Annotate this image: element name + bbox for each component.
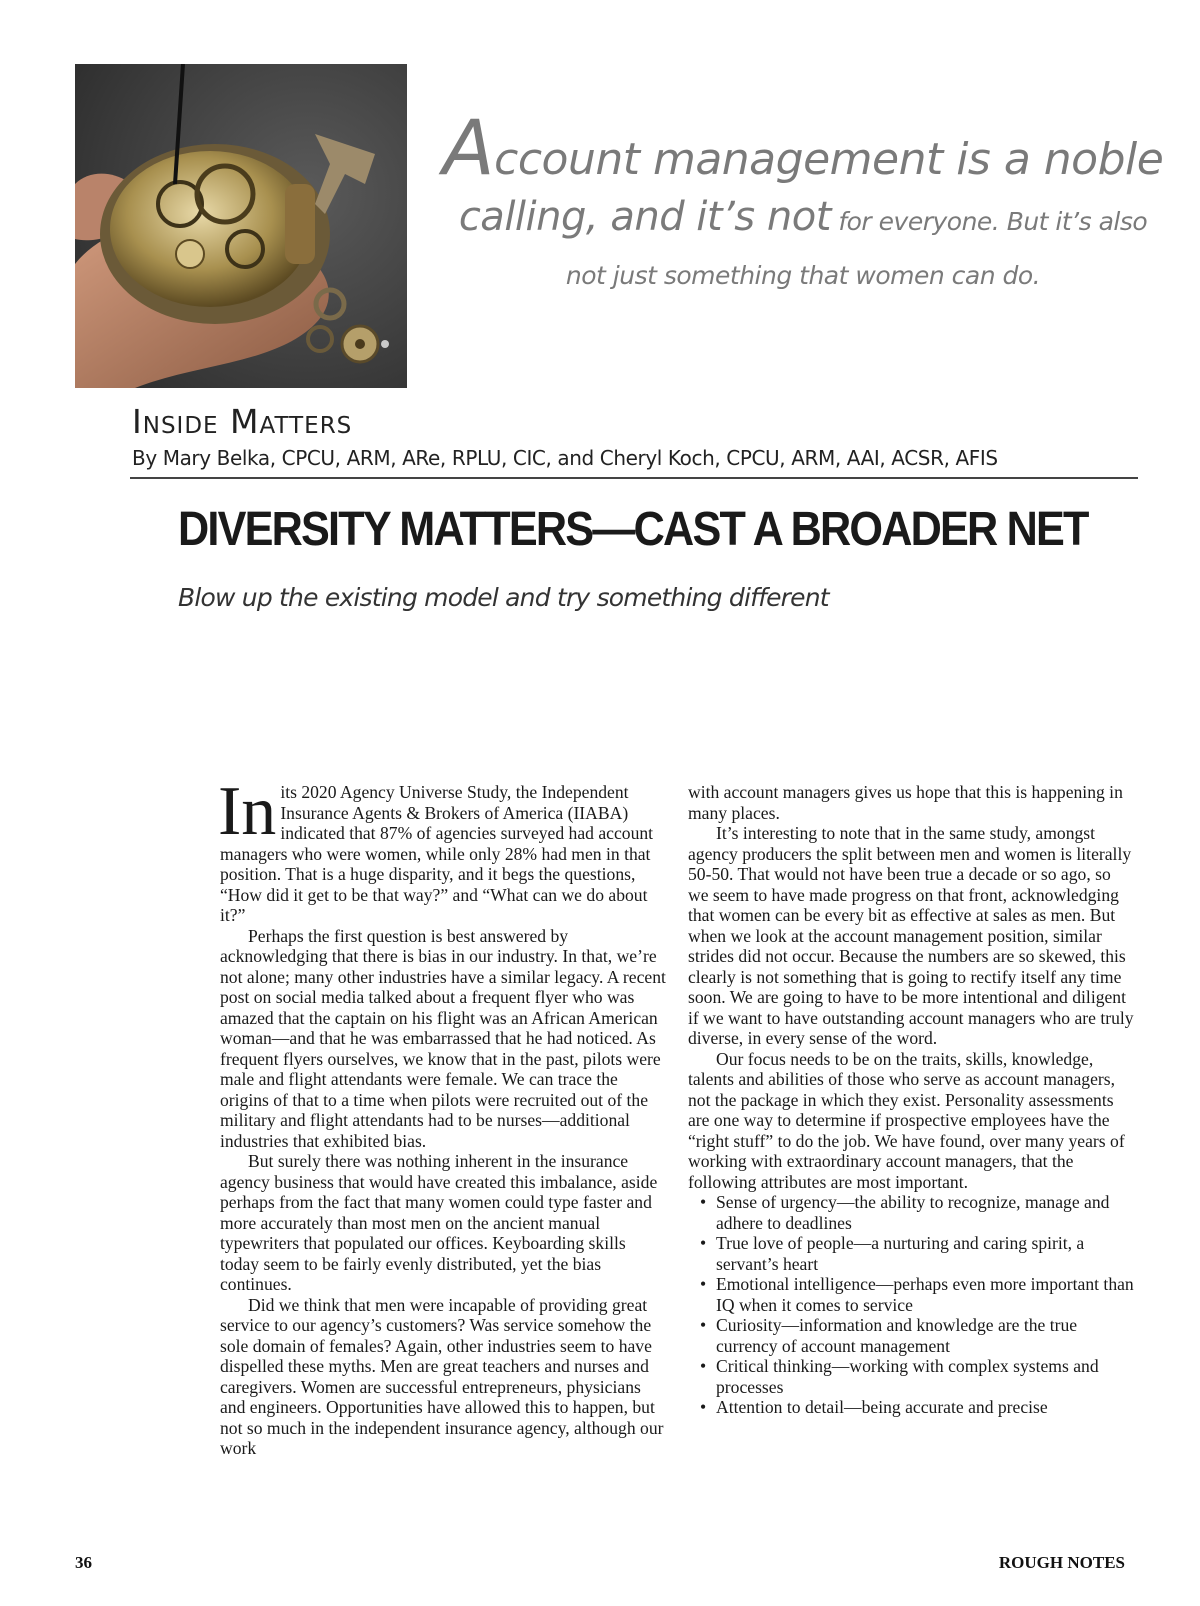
publication-name: ROUGH NOTES [998, 1553, 1125, 1572]
pull-quote-line3: not just something that women can do. [565, 261, 1041, 290]
paragraph: But surely there was nothing inherent in the insurance agency business that would have created this imbalance, aside perhaps from the fact that many women could type faster and more accurately than most men on the ancient manual typewriters that populated our offices. Keyboarding skills today seem to be fairly evenly distributed, yet the bias continues. [220, 1151, 658, 1294]
pull-quote-dropcap: A [442, 103, 495, 192]
body-column-2 [688, 782, 1134, 1418]
pull-quote-line2-small: for everyone. But it’s also [830, 207, 1148, 236]
body-dropcap: In [218, 773, 277, 850]
paragraph: It’s interesting to note that in the same study, amongst agency producers the split between men and women is literally 50-50. That would not have been true a decade or so ago, so we seem to have made progress on that front, acknowledging that women can be every bit as effective at sales as men. But when we look at the account management position, similar strides did not occur. Because the numbers are so skewed, this clearly is not something that is going to rectify itself any time soon. We are going to have to be more intentional and diligent if we want to have outstanding account managers who are truly diverse, in every sense of the word. [688, 823, 1134, 1048]
header-rule [130, 477, 1138, 479]
page-number: 36 [75, 1553, 92, 1572]
list-item: • Sense of urgency—the ability to recognize, manage and adhere to deadlines [700, 1192, 1110, 1233]
list-item: • Curiosity—information and knowledge are the true currency of account management [700, 1315, 1078, 1356]
paragraph: In its 2020 Agency Universe Study, the Independent Insurance Agents & Brokers of America (IIABA) indicated that 87% of agencies surveyed had account managers who were women, while only 28% had men in that position. That is a huge disparity, and it begs the questions, “How did it get to be that way?” and “What can we do about it?” [218, 773, 654, 925]
list-item: • Emotional intelligence—perhaps even more important than IQ when it comes to service [700, 1274, 1134, 1315]
byline: By Mary Belka, CPCU, ARM, ARe, RPLU, CIC, and Cheryl Koch, CPCU, ARM, AAI, ACSR, AFIS [132, 446, 998, 470]
attribute-list [688, 1192, 1134, 1418]
column-name: Inside Matters [132, 402, 353, 441]
paragraph: Perhaps the first question is best answered by acknowledging that there is bias in our industry. In that, we’re not alone; many other industries have a similar legacy. A recent post on social media talked about a frequent flyer who was amazed that the captain on his flight was an African American woman—and that he was embarrassed that he had noticed. As frequent flyers ourselves, we know that in the past, pilots were male and flight attendants were female. We can trace the origins of that to a time when pilots were recruited out of the military and flight attendants had to be nurses—additional industries that exhibited bias. [220, 925, 666, 1151]
list-item: • Critical thinking—working with complex systems and processes [700, 1356, 1099, 1397]
pull-quote-line2-big: calling, and it’s not [458, 194, 831, 240]
body-column-1 [218, 773, 666, 1459]
paragraph: Our focus needs to be on the traits, skills, knowledge, talents and abilities of those who serve as account managers, not the package in which they exist. Personality assessments are one way to determine if prospective employees have the “right stuff” to do the job. We have found, over many years of working with extraordinary account managers, that the following attributes are most important. [688, 1048, 1125, 1192]
watch-repair-photo [75, 64, 407, 388]
article-deck: Blow up the existing model and try something different [178, 583, 829, 612]
pull-quote [418, 103, 1188, 298]
list-item: • True love of people—a nurturing and caring spirit, a servant’s heart [700, 1233, 1085, 1274]
pull-quote-line1: ccount management is a noble [494, 134, 1164, 185]
list-item: • Attention to detail—being accurate and precise [700, 1397, 1048, 1417]
paragraph: with account managers gives us hope that this is happening in many places. [688, 782, 1123, 823]
paragraph: Did we think that men were incapable of providing great service to our agency’s customers? Was service somehow the sole domain of females? Again, other industries seem to have dispelled these myths. Men are great teachers and nurses and caregivers. Women are successful entrepreneurs, physicians and engineers. Opportunities have allowed this to happen, but not so much in the independent insurance agency, although our work [220, 1294, 664, 1458]
article-headline: DIVERSITY MATTERS—CAST A BROADER NET [178, 503, 1088, 556]
